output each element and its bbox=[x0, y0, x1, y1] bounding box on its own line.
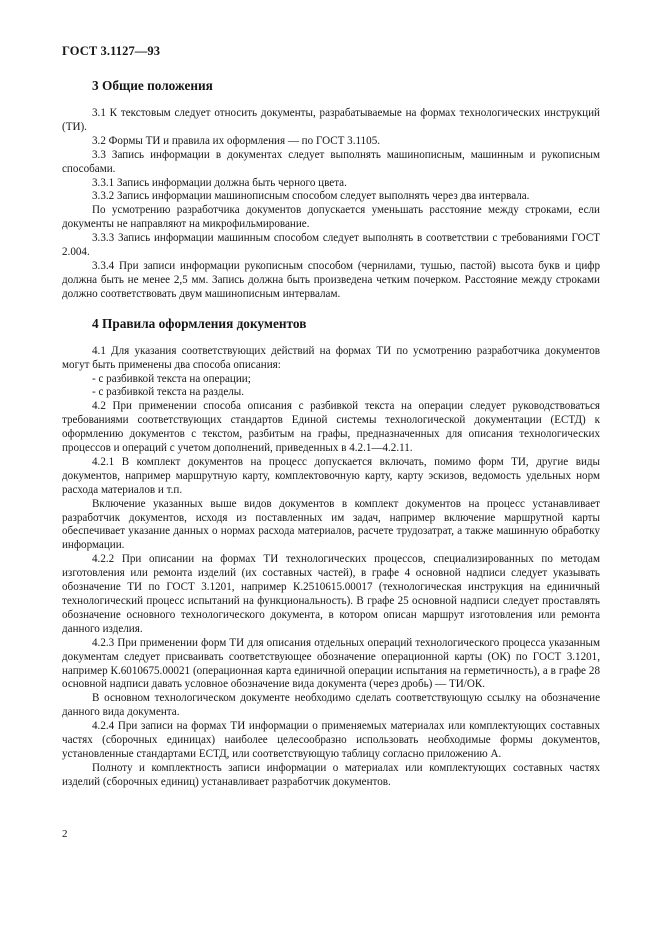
clause-4-2-4-note: Полноту и комплектность записи информации о материалах или комплектующих составных частях изделий (сборочных единиц) устанавливает разработчик документов. bbox=[62, 761, 600, 788]
clause-3-3-1: 3.3.1 Запись информации должна быть черного цвета. bbox=[92, 176, 347, 189]
clause-3-2: 3.2 Формы ТИ и правила их оформления — по ГОСТ 3.1105. bbox=[92, 134, 381, 147]
clause-3-3-2-note: По усмотрению разработчика документов допускается уменьшать расстояние между строками, если документы не направляют на микрофильмирование. bbox=[62, 204, 600, 231]
section-4-heading: 4 Правила оформления документов bbox=[92, 315, 307, 331]
document-code-header: ГОСТ 3.1127—93 bbox=[62, 44, 161, 58]
clause-4-2-2: 4.2.2 При описании на формах ТИ технологических процессов, специализированных по методам изготовления или ремонта изделий (их составных частей), в графе 4 основной надписи следует указывать обозначение ТИ по ГОСТ 3.1201, например К.2510615.00017 (технологическая инструкция на единичный технологический процесс испытаний на функциональность). В графе 25 основной надписи следует проставлять обозначение основного технологического документа, в котором описан маршрут изготовления или ремонта данного изделия. bbox=[62, 553, 600, 635]
clause-4-2: 4.2 При применении способа описания с разбивкой текста на операции следует руководствоваться требованиями соответствующих стандартов Единой системы технологической документации (ЕСТД) к оформлению документов с текстом, разбитым на графы, предназначенных для описания технологических процессов и операций с учетом дополнений, приведенных в 4.2.1—4.2.11. bbox=[62, 400, 600, 455]
page-number: 2 bbox=[62, 828, 68, 840]
clause-3-3-3: 3.3.3 Запись информации машинным способом следует выполнять в соответствии с требованиями ГОСТ 2.004. bbox=[62, 232, 600, 259]
clause-4-2-1: 4.2.1 В комплект документов на процесс допускается включать, помимо форм ТИ, другие виды документов, например маршрутную карту, комплектовочную карту, карту эскизов, ведомость удельных норм расхода материалов и т.п. bbox=[62, 455, 600, 496]
clause-4-2-3: 4.2.3 При применении форм ТИ для описания отдельных операций технологического процесса указанным документам следует присваивать соответствующее обозначение операционной карты (ОК) по ГОСТ 3.1201, например К.6010675.00021 (операционная карта единичной операции испытания на герметичность), а в графе 28 основной надписи давать условное обозначение вида документа (через дробь) — ТИ/ОК. bbox=[62, 636, 600, 691]
clause-3-3-2: 3.3.2 Запись информации машинописным способом следует выполнять через два интервала. bbox=[92, 190, 530, 203]
clause-3-3-4: 3.3.4 При записи информации рукописным способом (чернилами, тушью, пастой) высота букв и цифр должна быть не менее 2,5 мм. Запись должна быть произведена четким почерком. Расстояние между строками должно соответствовать двум машинописным интервалам. bbox=[62, 259, 600, 300]
list-item-operations: - с разбивкой текста на операции; bbox=[92, 372, 251, 385]
list-item-sections: - с разбивкой текста на разделы. bbox=[92, 386, 245, 399]
clause-4-1: 4.1 Для указания соответствующих действий на формах ТИ по усмотрению разработчика документов могут быть применены два способа описания: bbox=[62, 344, 600, 371]
clause-4-2-4: 4.2.4 При записи на формах ТИ информации о применяемых материалах или комплектующих составных частях (сборочных единицах) наиболее целесообразно использовать необходимые формы документов, установленные стандартами ЕСТД, или соответствующую таблицу согласно приложению А. bbox=[62, 720, 600, 760]
section-3-heading: 3 Общие положения bbox=[92, 78, 213, 93]
document-body bbox=[62, 78, 600, 790]
clause-3-3: 3.3 Запись информации в документах следует выполнять машинописным, машинным и рукописным способами. bbox=[62, 148, 600, 175]
clause-3-1: 3.1 К текстовым следует относить документы, разрабатываемые на формах технологических инструкций (ТИ). bbox=[62, 107, 600, 133]
clause-4-2-3-note: В основном технологическом документе необходимо сделать соответствующую ссылку на обозначение данного вида документа. bbox=[62, 692, 600, 719]
clause-4-2-1-note: Включение указанных выше видов документов в комплект документов на процесс устанавливает разработчик документов, исходя из поставленных им задач, например включение маршрутной карты обеспечивает указание данных о нормах расхода материалов, расчете трудозатрат, а также машинную обработку информации. bbox=[62, 497, 600, 552]
